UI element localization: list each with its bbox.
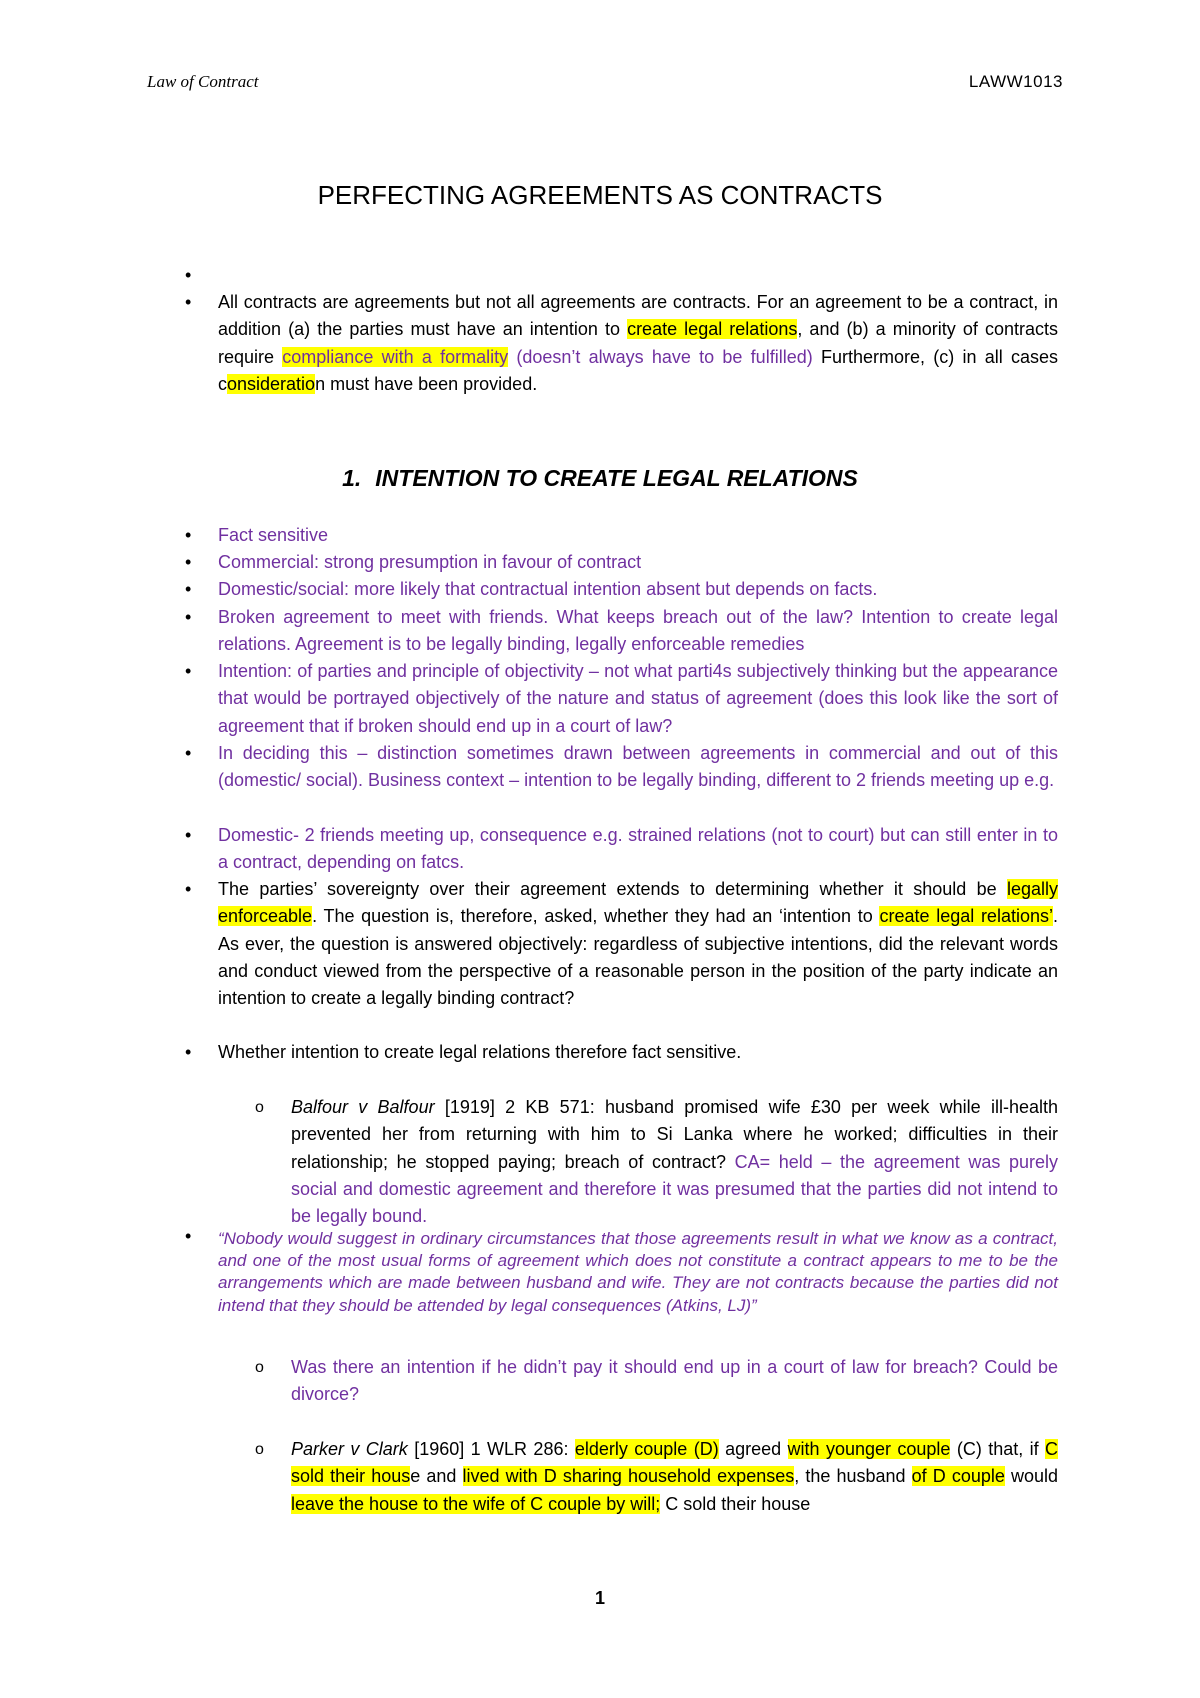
divorce-question: Was there an intention if he didn’t pay it should end up in a court of law for breach? Could be divorce?	[291, 1357, 1058, 1405]
bullet-marker-intro: •	[185, 292, 192, 312]
parker-text-7: C sold their house	[660, 1493, 811, 1514]
bullet-marker-3: •	[185, 579, 192, 599]
intro-paragraph	[218, 289, 1058, 398]
bullet-domestic-social: Domestic/social: more likely that contractual intention absent but depends on facts.	[218, 579, 878, 599]
case-balfour	[291, 1094, 1058, 1230]
section-heading	[0, 465, 1200, 492]
bullet-marker-7: •	[185, 825, 192, 845]
bullet-domestic-friends: Domestic- 2 friends meeting up, consequence e.g. strained relations (not to court) but can still enter in to a contract, depending on fatcs.	[218, 825, 1058, 873]
bullet-parties-sovereignty	[218, 876, 1058, 1012]
bullet-commercial: Commercial: strong presumption in favour of contract	[218, 552, 642, 572]
bullet-marker-1: •	[185, 525, 192, 545]
header-course-code: LAWW1013	[968, 72, 1063, 91]
case-citation-balfour: [1919] 2 KB 571: husband promised wife £30 per week while ill-health prevented her from returning with him to Si Lanka where he worked; difficulties in their relationship; he stopped paying; breach of contract?	[291, 1097, 1058, 1172]
parker-highlight-5: of D couple	[911, 1466, 1005, 1487]
bullet-marker-8: •	[185, 879, 192, 899]
parker-text-4: e and	[410, 1466, 463, 1487]
intro-highlight-1: create legal relations	[627, 319, 798, 340]
bullet-deciding-distinction: In deciding this – distinction sometimes drawn between agreements in commercial and out of this (domestic/ social). Business context – intention to be legally binding, different to 2 friends meeting up e.g.	[218, 743, 1058, 791]
bullet-marker-2: •	[185, 552, 192, 572]
bullet-marker-9: •	[185, 1042, 192, 1062]
case-name-parker: Parker v Clark	[291, 1439, 408, 1459]
intro-highlight-2: compliance with a formality	[282, 346, 509, 367]
sub-bullet-marker-balfour: o	[255, 1099, 264, 1116]
bullet-marker-empty: •	[185, 265, 192, 285]
parker-highlight-1: elderly couple (D)	[574, 1439, 719, 1459]
sovereignty-highlight-1: legally enforceable	[218, 879, 1058, 927]
sub-bullet-marker-question: o	[255, 1359, 264, 1376]
case-name-balfour: Balfour v Balfour	[291, 1097, 435, 1117]
sovereignty-highlight-2: create legal relations’	[879, 906, 1053, 927]
parker-text-2: agreed	[718, 1439, 788, 1459]
bullet-marker-6: •	[185, 743, 192, 763]
parker-highlight-3: C sold their hous	[291, 1439, 1059, 1487]
case-parker	[291, 1436, 1058, 1518]
sovereignty-text-1: The parties’ sovereignty over their agreement extends to determining whether it should be	[218, 879, 1007, 899]
parker-text-1: [1960] 1 WLR 286:	[407, 1439, 575, 1459]
intro-text-1: All contracts are agreements but not all agreements are contracts. For an agreement to be a contract, in addition (a) the parties must have an intention to	[218, 292, 1058, 340]
intro-text-3: Furthermore, (c) in all cases c	[218, 346, 1058, 394]
parker-highlight-4: lived with D sharing household expenses	[462, 1466, 795, 1487]
page-title: PERFECTING AGREEMENTS AS CONTRACTS	[317, 180, 883, 210]
sovereignty-text-3: . As ever, the question is answered objectively: regardless of subjective intentions, did the relevant words and conduct viewed from the perspective of a reasonable person in the position of the party indicate an intention to create a legally binding contract?	[218, 906, 1058, 1009]
intro-purple-1: (doesn’t always have to be fulfilled)	[508, 346, 813, 367]
bullet-marker-5: •	[185, 661, 192, 681]
intro-text-4: n must have been provided.	[315, 373, 538, 394]
bullet-marker-4: •	[185, 607, 192, 627]
parker-text-6: would	[1004, 1466, 1059, 1487]
bullet-fact-sensitive: Fact sensitive	[218, 525, 329, 545]
parker-text-3: (C) that, if	[950, 1439, 1046, 1459]
intro-text-2: , and (b) a minority of contracts require	[218, 319, 1058, 367]
case-held-balfour: CA= held – the agreement was purely social and domestic agreement and therefore it was presumed that the parties did not intend to be legally bound.	[291, 1151, 1058, 1227]
intro-highlight-3: onsideratio	[227, 373, 316, 394]
parker-highlight-6: leave the house to the wife of C couple by will;	[291, 1493, 661, 1514]
section-number: 1.	[342, 465, 362, 491]
sub-bullet-marker-parker: o	[255, 1441, 264, 1458]
parker-text-5: , the husband	[794, 1466, 912, 1487]
bullet-fact-sensitive-summary: Whether intention to create legal relations therefore fact sensitive.	[218, 1042, 742, 1062]
bullet-marker-quote: •	[185, 1226, 192, 1246]
parker-highlight-2: with younger couple	[787, 1439, 951, 1459]
section-title: INTENTION TO CREATE LEGAL RELATIONS	[375, 465, 858, 491]
atkins-quote: “Nobody would suggest in ordinary circumstances that those agreements result in what we know as a contract, and one of the most usual forms of agreement which does not constitute a contract appears to me to be the arrangements which are made between husband and wife. They are not contracts because the parties did not intend that they should be attended by legal consequences (Atkins, LJ)”	[218, 1229, 1058, 1315]
bullet-intention-objectivity: Intention: of parties and principle of objectivity – not what parti4s subjectively thinking but the appearance that would be portrayed objectively of the nature and status of agreement (does this look like the sort of agreement that if broken should end up in a court of law?	[218, 661, 1058, 736]
sovereignty-text-2: . The question is, therefore, asked, whether they had an ‘intention to	[312, 906, 880, 927]
page-number: 1	[594, 1588, 605, 1608]
bullet-broken-agreement: Broken agreement to meet with friends. What keeps breach out of the law? Intention to create legal relations. Agreement is to be legally binding, legally enforceable remedies	[218, 607, 1058, 655]
header-course-name: Law of Contract	[147, 72, 259, 91]
